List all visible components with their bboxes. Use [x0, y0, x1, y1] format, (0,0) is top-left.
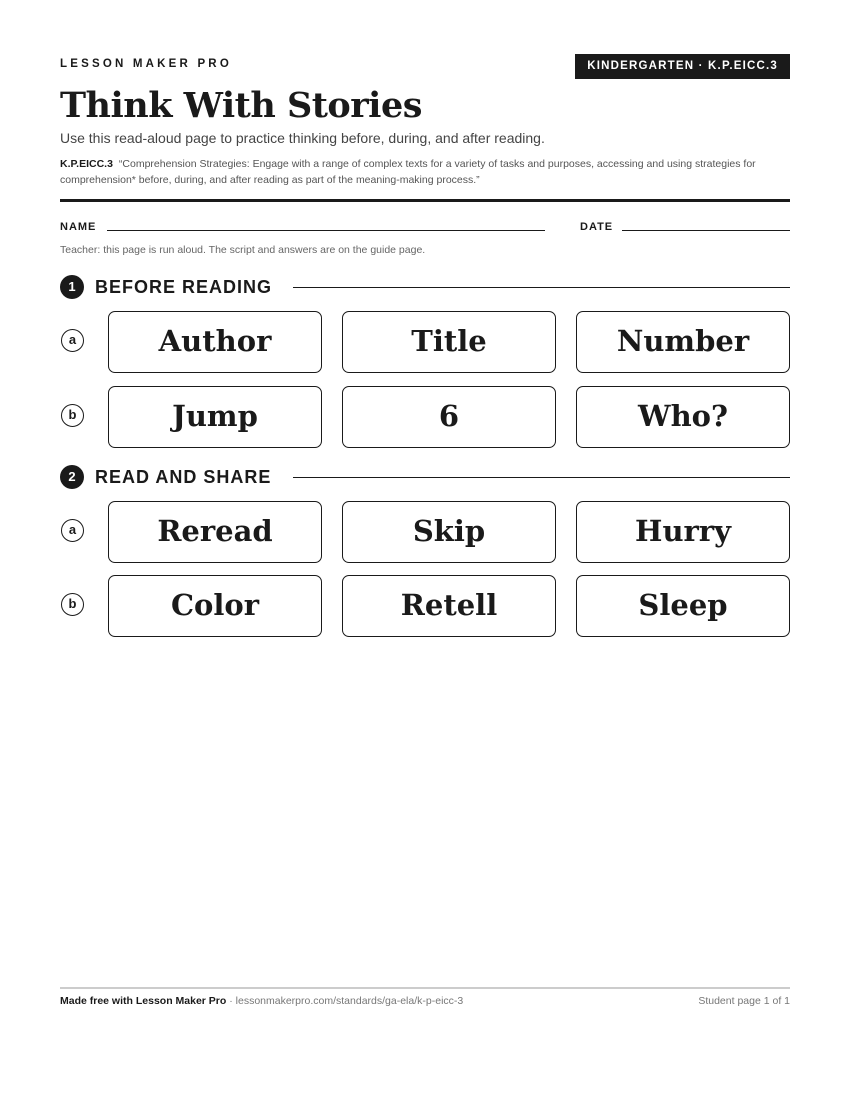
row-letter-badge: b	[61, 593, 84, 616]
brand-name: LESSON MAKER PRO	[60, 58, 232, 70]
answer-card[interactable]: 6	[342, 386, 556, 448]
row-letter-badge: a	[61, 519, 84, 542]
footer-page-number: Student page 1 of 1	[698, 995, 790, 1007]
answer-card[interactable]: Color	[108, 575, 322, 637]
footer-credit	[60, 995, 463, 1007]
page-title: Think With Stories	[60, 85, 422, 126]
question-row	[60, 575, 790, 637]
answer-card[interactable]: Title	[342, 311, 556, 373]
answer-card[interactable]: Hurry	[576, 501, 790, 563]
section-number-badge: 1	[60, 275, 84, 299]
answer-card[interactable]: Retell	[342, 575, 556, 637]
section-title: BEFORE READING	[95, 277, 273, 297]
date-label: DATE	[580, 221, 614, 233]
section-before-reading	[60, 275, 790, 299]
answer-card[interactable]: Number	[576, 311, 790, 373]
section-number-badge: 2	[60, 465, 84, 489]
answer-card[interactable]: Sleep	[576, 575, 790, 637]
page-subtitle: Use this read-aloud page to practice thinking before, during, and after reading.	[60, 130, 545, 146]
standard-description	[60, 156, 790, 188]
row-letter-badge: a	[61, 329, 84, 352]
answer-card[interactable]: Who?	[576, 386, 790, 448]
worksheet-page	[60, 0, 790, 1100]
question-row	[60, 386, 790, 448]
footer-divider	[60, 987, 790, 989]
footer-url: · lessonmakerpro.com/standards/ga-ela/k-p-eicc-3	[226, 995, 464, 1007]
section-rule	[293, 477, 790, 478]
standard-text: “Comprehension Strategies: Engage with a range of complex texts for a variety of tasks and purposes, accessing and using strategies for comprehension* before, during, and after reading as part of the meaning-making process.”	[60, 158, 756, 186]
standard-code: K.P.EICC.3	[60, 158, 113, 170]
date-field-line[interactable]	[622, 230, 790, 231]
grade-standard-badge: KINDERGARTEN · K.P.EICC.3	[575, 54, 790, 79]
footer-made-with: Made free with Lesson Maker Pro	[60, 995, 227, 1007]
row-letter-badge: b	[61, 404, 84, 427]
section-rule	[293, 287, 790, 288]
answer-card[interactable]: Skip	[342, 501, 556, 563]
name-field-line[interactable]	[107, 230, 545, 231]
answer-card[interactable]: Jump	[108, 386, 322, 448]
teacher-note: Teacher: this page is run aloud. The script and answers are on the guide page.	[60, 244, 426, 256]
name-label: NAME	[60, 221, 97, 233]
header-divider	[60, 199, 790, 202]
section-title: READ AND SHARE	[95, 467, 272, 487]
question-row	[60, 501, 790, 563]
answer-card[interactable]: Author	[108, 311, 322, 373]
section-read-and-share	[60, 465, 790, 489]
question-row	[60, 311, 790, 373]
answer-card[interactable]: Reread	[108, 501, 322, 563]
